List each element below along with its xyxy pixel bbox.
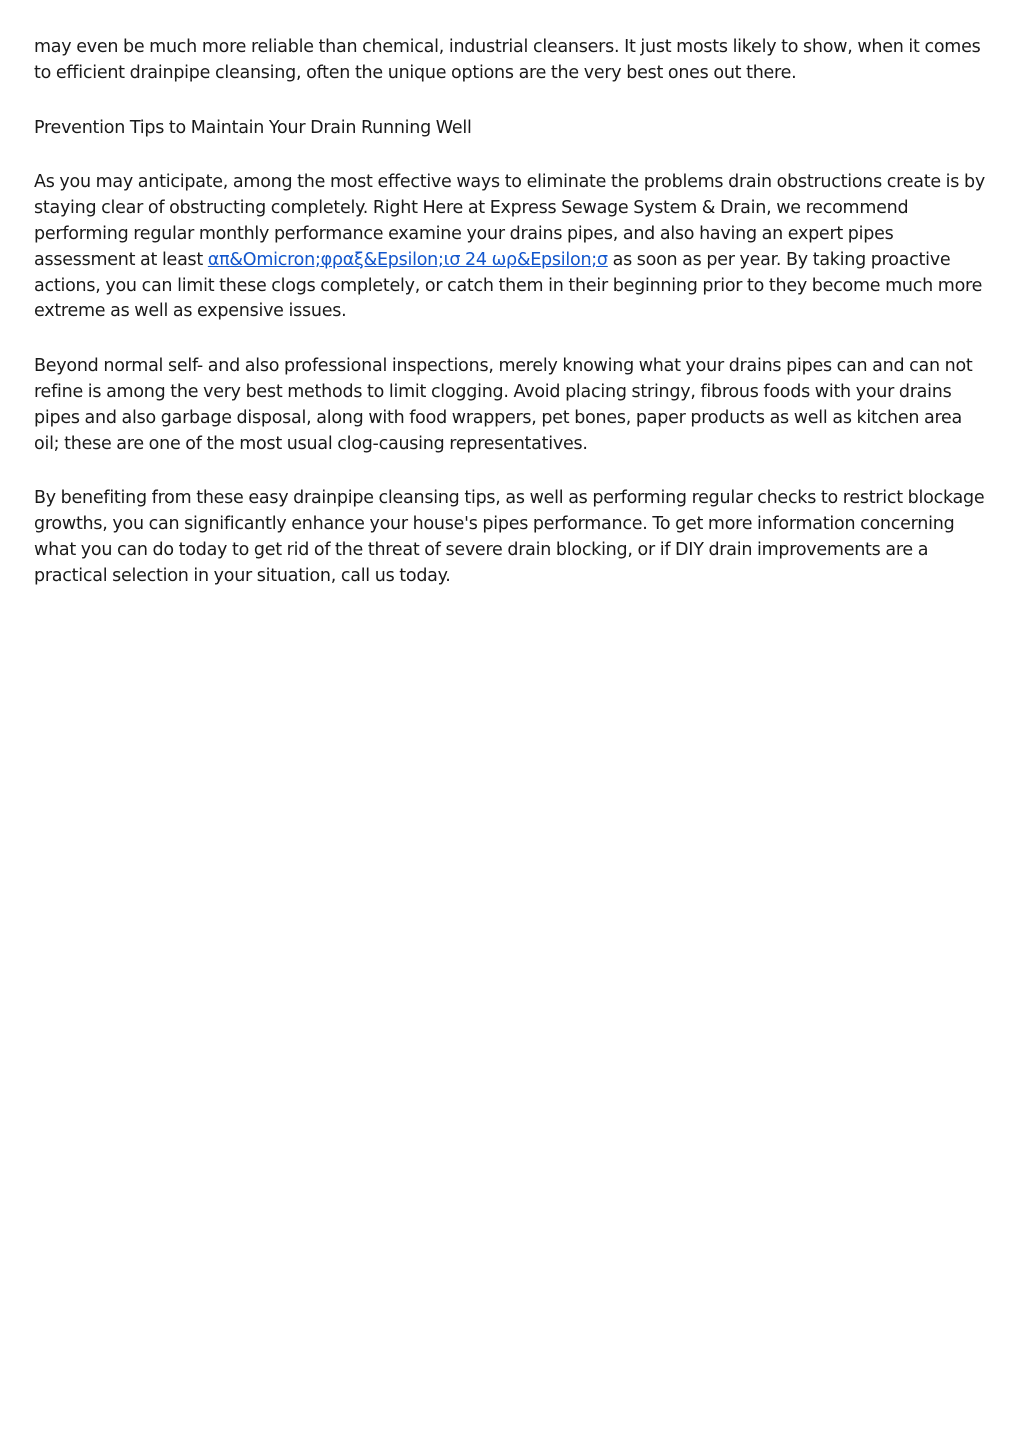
paragraph-prevention-text-start: As you may anticipate, among the most effective ways to eliminate the problems drain obstructions create is by staying clear of obstructing completely. Right Here at Express Sewage System & Drain, we recommend performing regular monthly performance examine your drains pipes, and also having an expert pipes assessment at least — [34, 172, 985, 270]
paragraph-inspections: Beyond normal self- and also professional inspections, merely knowing what your drains pipes can and can not refine is among the very best methods to limit clogging. Avoid placing stringy, fibrous foods with your drains pipes and also garbage disposal, along with food wrappers, pet bones, paper products as well as kitchen area oil; these are one of the most usual clog-causing representatives. — [34, 356, 973, 454]
document-body — [34, 35, 992, 619]
paragraph-intro: may even be much more reliable than chemical, industrial cleansers. It just mosts likely to show, when it comes to efficient drainpipe cleansing, often the unique options are the very best ones out there. — [34, 37, 981, 83]
section-heading: Prevention Tips to Maintain Your Drain Running Well — [34, 117, 472, 138]
paragraph-prevention — [34, 170, 992, 325]
paragraph-closing: By benefiting from these easy drainpipe cleansing tips, as well as performing regular checks to restrict blockage growths, you can significantly enhance your house's pipes performance. To get more information concerning what you can do today to get rid of the threat of severe drain blocking, or if DIY drain improvements are a practical selection in your situation, call us today. — [34, 488, 985, 586]
paragraph-prevention-text-end: as soon as per year. By taking proactive actions, you can limit these clogs completely, or catch them in their beginning prior to they become much more extreme as well as expensive issues. — [34, 249, 983, 322]
inline-link-drain-service[interactable]: απ&Omicron;φραξ&Epsilon;ισ 24 ωρ&Epsilon;σ — [207, 249, 608, 270]
